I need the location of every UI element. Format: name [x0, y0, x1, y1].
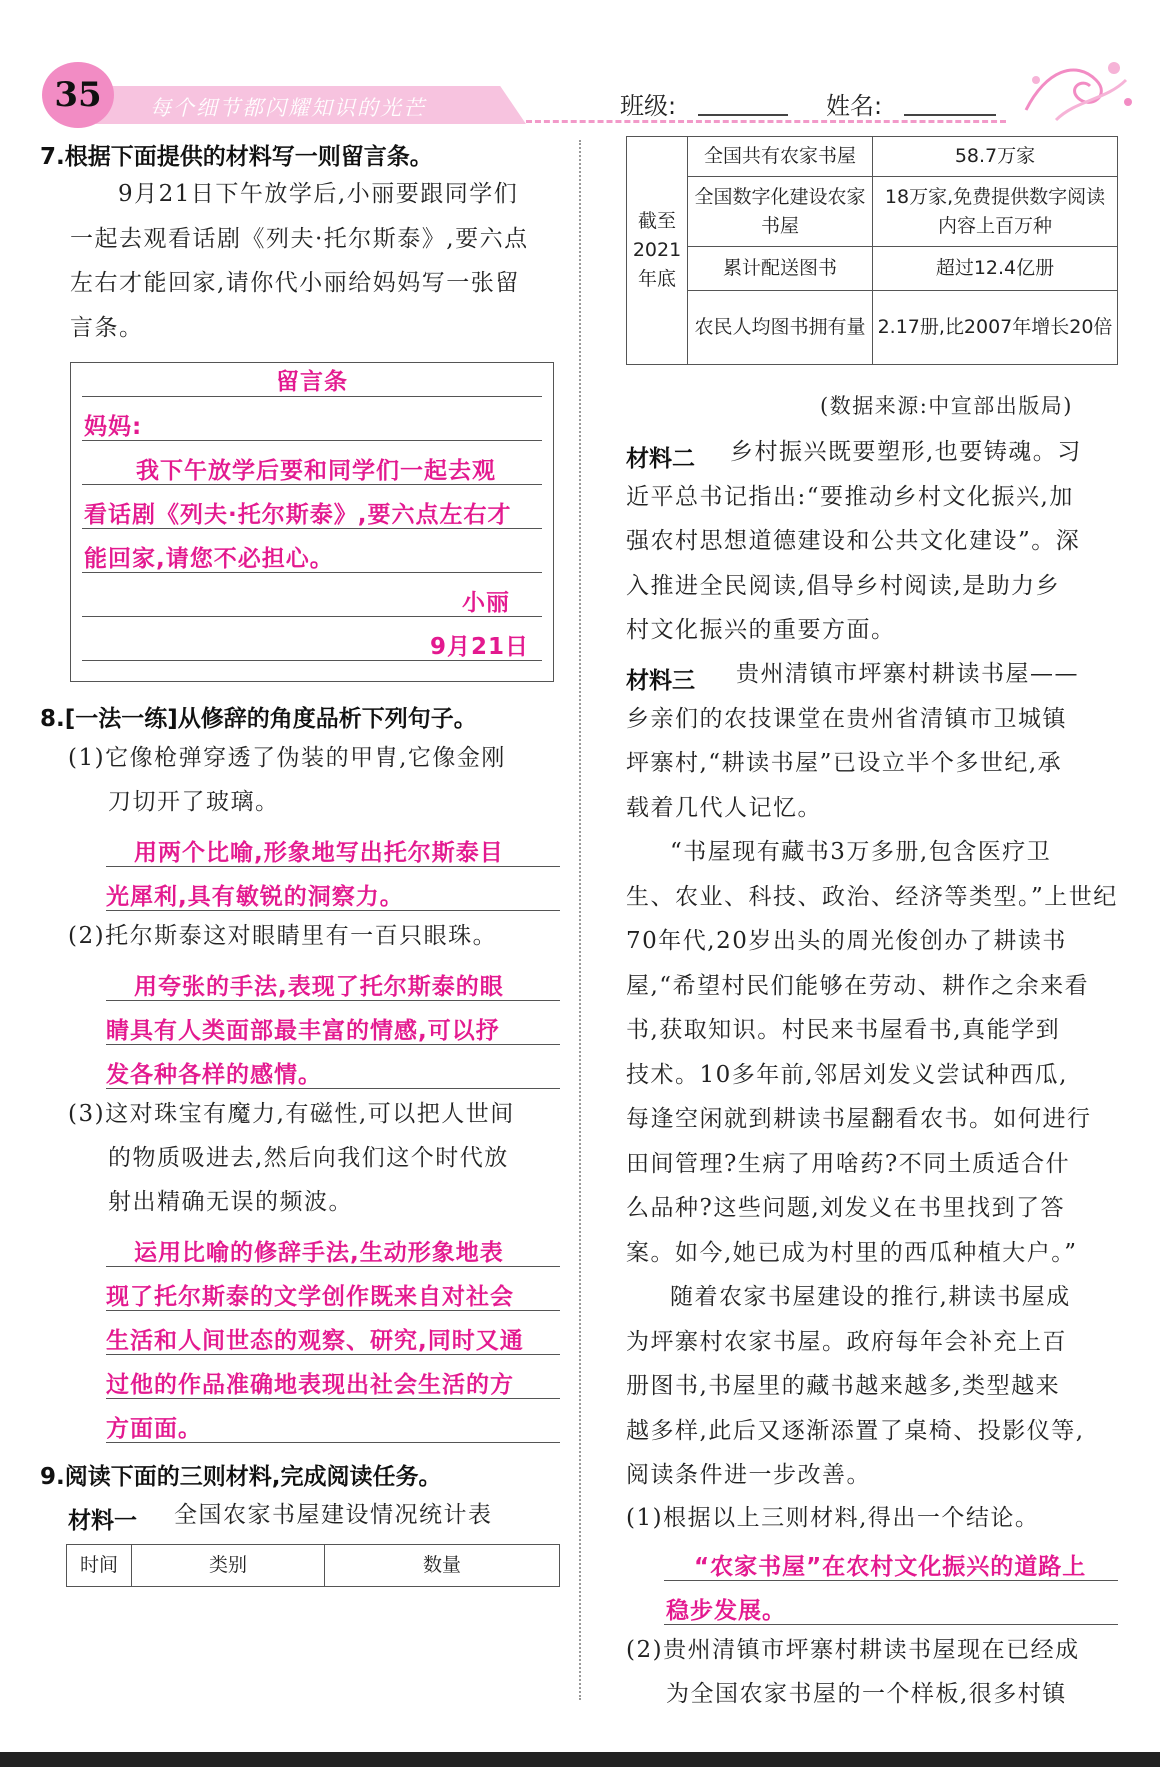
q7-line: 一起去观看话剧《列夫·托尔斯泰》,要六点 [70, 225, 529, 252]
answer-line [106, 866, 560, 867]
material1-title: 全国农家书屋建设情况统计表 [174, 1502, 493, 1528]
table-row-value: 超过12.4亿册 [873, 247, 1118, 291]
answer-line [106, 1398, 560, 1399]
q8-item3-line: (3)这对珠宝有魔力,有磁性,可以把人世间 [68, 1101, 515, 1127]
material2-line: 入推进全民阅读,倡导乡村阅读,是助力乡 [626, 572, 1061, 599]
footer-bar [0, 1752, 1160, 1767]
q8-title: 8.[一法一练]从修辞的角度品析下列句子。 [40, 706, 477, 732]
material3-line: 70年代,20岁出头的周光俊创办了耕读书 [626, 928, 1067, 954]
material2-line: 近平总书记指出:“要推动乡村文化振兴,加 [626, 483, 1074, 510]
banner-text: 每个细节都闪耀知识的光芒 [150, 96, 426, 120]
q8-item3-answer: 运用比喻的修辞手法,生动形象地表 [134, 1240, 504, 1266]
q7-prompt [70, 172, 570, 350]
note-body-line: 看话剧《列夫·托尔斯泰》,要六点左右才 [84, 502, 512, 528]
class-field[interactable] [698, 114, 788, 116]
table-row-value: 58.7万家 [873, 137, 1118, 177]
answer-line [106, 1000, 560, 1001]
material2-text [626, 430, 1126, 653]
material3-line: 书,获取知识。村民来书屋看书,真能学到 [626, 1017, 1061, 1043]
table-row-category: 农民人均图书拥有量 [688, 291, 873, 365]
answer-line [664, 1624, 1118, 1625]
material2-line: 乡村振兴既要塑形,也要铸魂。习 [730, 439, 1082, 465]
page-number: 35 [54, 75, 102, 115]
answer-line [106, 910, 560, 911]
material3-line: 随着农家书屋建设的推行,耕读书屋成 [670, 1284, 1071, 1310]
material3-line: 生、农业、科技、政治、经济等类型。”上世纪 [626, 883, 1118, 910]
material3-line: 册图书,书屋里的藏书越来越多,类型越来 [626, 1373, 1061, 1399]
material3-line: 贵州清镇市坪寨村耕读书屋—— [736, 661, 1079, 687]
note-body-line: 我下午放学后要和同学们一起去观 [136, 458, 496, 484]
note-greeting: 妈妈: [84, 414, 143, 440]
material3-line: 乡亲们的农技课堂在贵州省清镇市卫城镇 [626, 705, 1067, 732]
q9-sub2-line: 为全国农家书屋的一个样板,很多村镇 [666, 1681, 1067, 1707]
q8-item3-answer: 过他的作品准确地表现出社会生活的方 [106, 1372, 514, 1398]
answer-line [106, 1266, 560, 1267]
material3-label: 材料三 [626, 668, 695, 694]
material3-line: 为坪寨村农家书屋。政府每年会补充上百 [626, 1328, 1067, 1355]
q8-item1-answer: 光犀利,具有敏锐的洞察力。 [106, 884, 404, 910]
answer-line [106, 1088, 560, 1089]
page-number-badge [42, 62, 114, 128]
q8-item2-answer: 睛具有人类面部最丰富的情感,可以抒 [106, 1018, 500, 1044]
column-divider [579, 140, 581, 1700]
q9-sub2-line: (2)贵州清镇市坪寨村耕读书屋现在已经成 [626, 1637, 1080, 1663]
material3-line: 技术。10多年前,邻居刘发义尝试种西瓜, [626, 1061, 1068, 1088]
table-header-cell: 类别 [132, 1545, 325, 1587]
material1-label: 材料一 [68, 1508, 137, 1534]
note-body-line: 能回家,请您不必担心。 [84, 546, 334, 572]
table-row-category: 全国共有农家书屋 [688, 137, 873, 177]
answer-line [106, 1044, 560, 1045]
answer-line [82, 440, 542, 441]
q7-line: 言条。 [70, 314, 144, 341]
material2-label: 材料二 [626, 446, 695, 472]
q7-line: 左右才能回家,请你代小丽给妈妈写一张留 [70, 270, 520, 296]
q8-item2-answer: 用夸张的手法,表现了托尔斯泰的眼 [134, 974, 504, 1000]
q9-sub1-answer: “农家书屋”在农村文化振兴的道路上 [694, 1554, 1087, 1580]
material3-line: 么品种?这些问题,刘发义在书里找到了答 [626, 1195, 1066, 1221]
q8-item3-answer: 现了托尔斯泰的文学创作既来自对社会 [106, 1284, 514, 1310]
q8-item2-line: (2)托尔斯泰这对眼睛里有一百只眼珠。 [68, 923, 498, 949]
material2-line: 强农村思想道德建设和公共文化建设”。深 [626, 528, 1081, 554]
material3-line: 屋,“希望村民们能够在劳动、耕作之余来看 [626, 972, 1090, 999]
material2-line: 村文化振兴的重要方面。 [626, 617, 896, 643]
table-row-category: 累计配送图书 [688, 247, 873, 291]
answer-line [106, 1442, 560, 1443]
material3-line: “书屋现有藏书3万多册,包含医疗卫 [670, 839, 1052, 865]
class-label: 班级: [620, 92, 677, 120]
material3-text [626, 652, 1126, 1498]
answer-line [106, 1310, 560, 1311]
header-dashed-line [526, 120, 1006, 123]
table-row-category: 全国数字化建设农家书屋 [688, 177, 873, 247]
answer-line [664, 1580, 1118, 1581]
answer-line [106, 1354, 560, 1355]
q8-item1-line: (1)它像枪弹穿透了伪装的甲胄,它像金刚 [68, 745, 506, 771]
material3-line: 每逢空闲就到耕读书屋翻看农书。如何进行 [626, 1106, 1092, 1132]
note-title: 留言条 [276, 369, 348, 395]
q8-item3-answer: 方面面。 [106, 1416, 202, 1442]
q7-line: 9月21日下午放学后,小丽要跟同学们 [118, 181, 519, 207]
q8-item3-line: 射出精确无误的频波。 [108, 1189, 353, 1215]
q9-sub1-answer: 稳步发展。 [666, 1598, 786, 1624]
q8-item1-line: 刀切开了玻璃。 [108, 789, 280, 815]
floral-ornament-icon [1016, 50, 1136, 126]
material3-line: 越多样,此后又逐渐添置了桌椅、投影仪等, [626, 1417, 1085, 1444]
name-field[interactable] [904, 114, 996, 116]
answer-line [82, 484, 542, 485]
q8-item3-line: 的物质吸进去,然后向我们这个时代放 [108, 1145, 509, 1171]
material3-line: 案。如今,她已成为村里的西瓜种植大户。” [626, 1239, 1078, 1266]
q8-item1-answer: 用两个比喻,形象地写出托尔斯泰目 [134, 840, 504, 866]
table-row-value: 18万家,免费提供数字阅读内容上百万种 [873, 177, 1118, 247]
note-date: 9月21日 [430, 634, 530, 660]
material3-line: 坪寨村,“耕读书屋”已设立半个多世纪,承 [626, 750, 1063, 776]
material3-line: 田间管理?生病了用啥药?不同土质适合什 [626, 1150, 1071, 1177]
stat-table [626, 136, 1118, 365]
answer-line [82, 572, 542, 573]
table-source: (数据来源:中宣部出版局) [820, 394, 1073, 418]
q8-item3-answer: 生活和人间世态的观察、研究,同时又通 [106, 1328, 524, 1354]
table-header-cell: 数量 [325, 1545, 560, 1587]
answer-line [82, 660, 542, 661]
q9-sub1-question: (1)根据以上三则材料,得出一个结论。 [626, 1505, 1040, 1531]
q8-item2-answer: 发各种各样的感情。 [106, 1062, 322, 1088]
note-signature: 小丽 [462, 590, 510, 616]
answer-line [82, 616, 542, 617]
table-row-value: 2.17册,比2007年增长20倍 [873, 291, 1118, 365]
material3-line: 载着几代人记忆。 [626, 794, 822, 821]
stat-table-header [66, 1544, 560, 1587]
answer-line [82, 396, 542, 397]
material3-line: 阅读条件进一步改善。 [626, 1462, 871, 1488]
table-header-cell: 时间 [67, 1545, 132, 1587]
q9-title: 9.阅读下面的三则材料,完成阅读任务。 [40, 1464, 442, 1490]
name-label: 姓名: [826, 92, 883, 120]
table-period-cell: 截至2021年底 [627, 137, 688, 365]
answer-line [82, 528, 542, 529]
q7-title: 7.根据下面提供的材料写一则留言条。 [40, 144, 433, 170]
